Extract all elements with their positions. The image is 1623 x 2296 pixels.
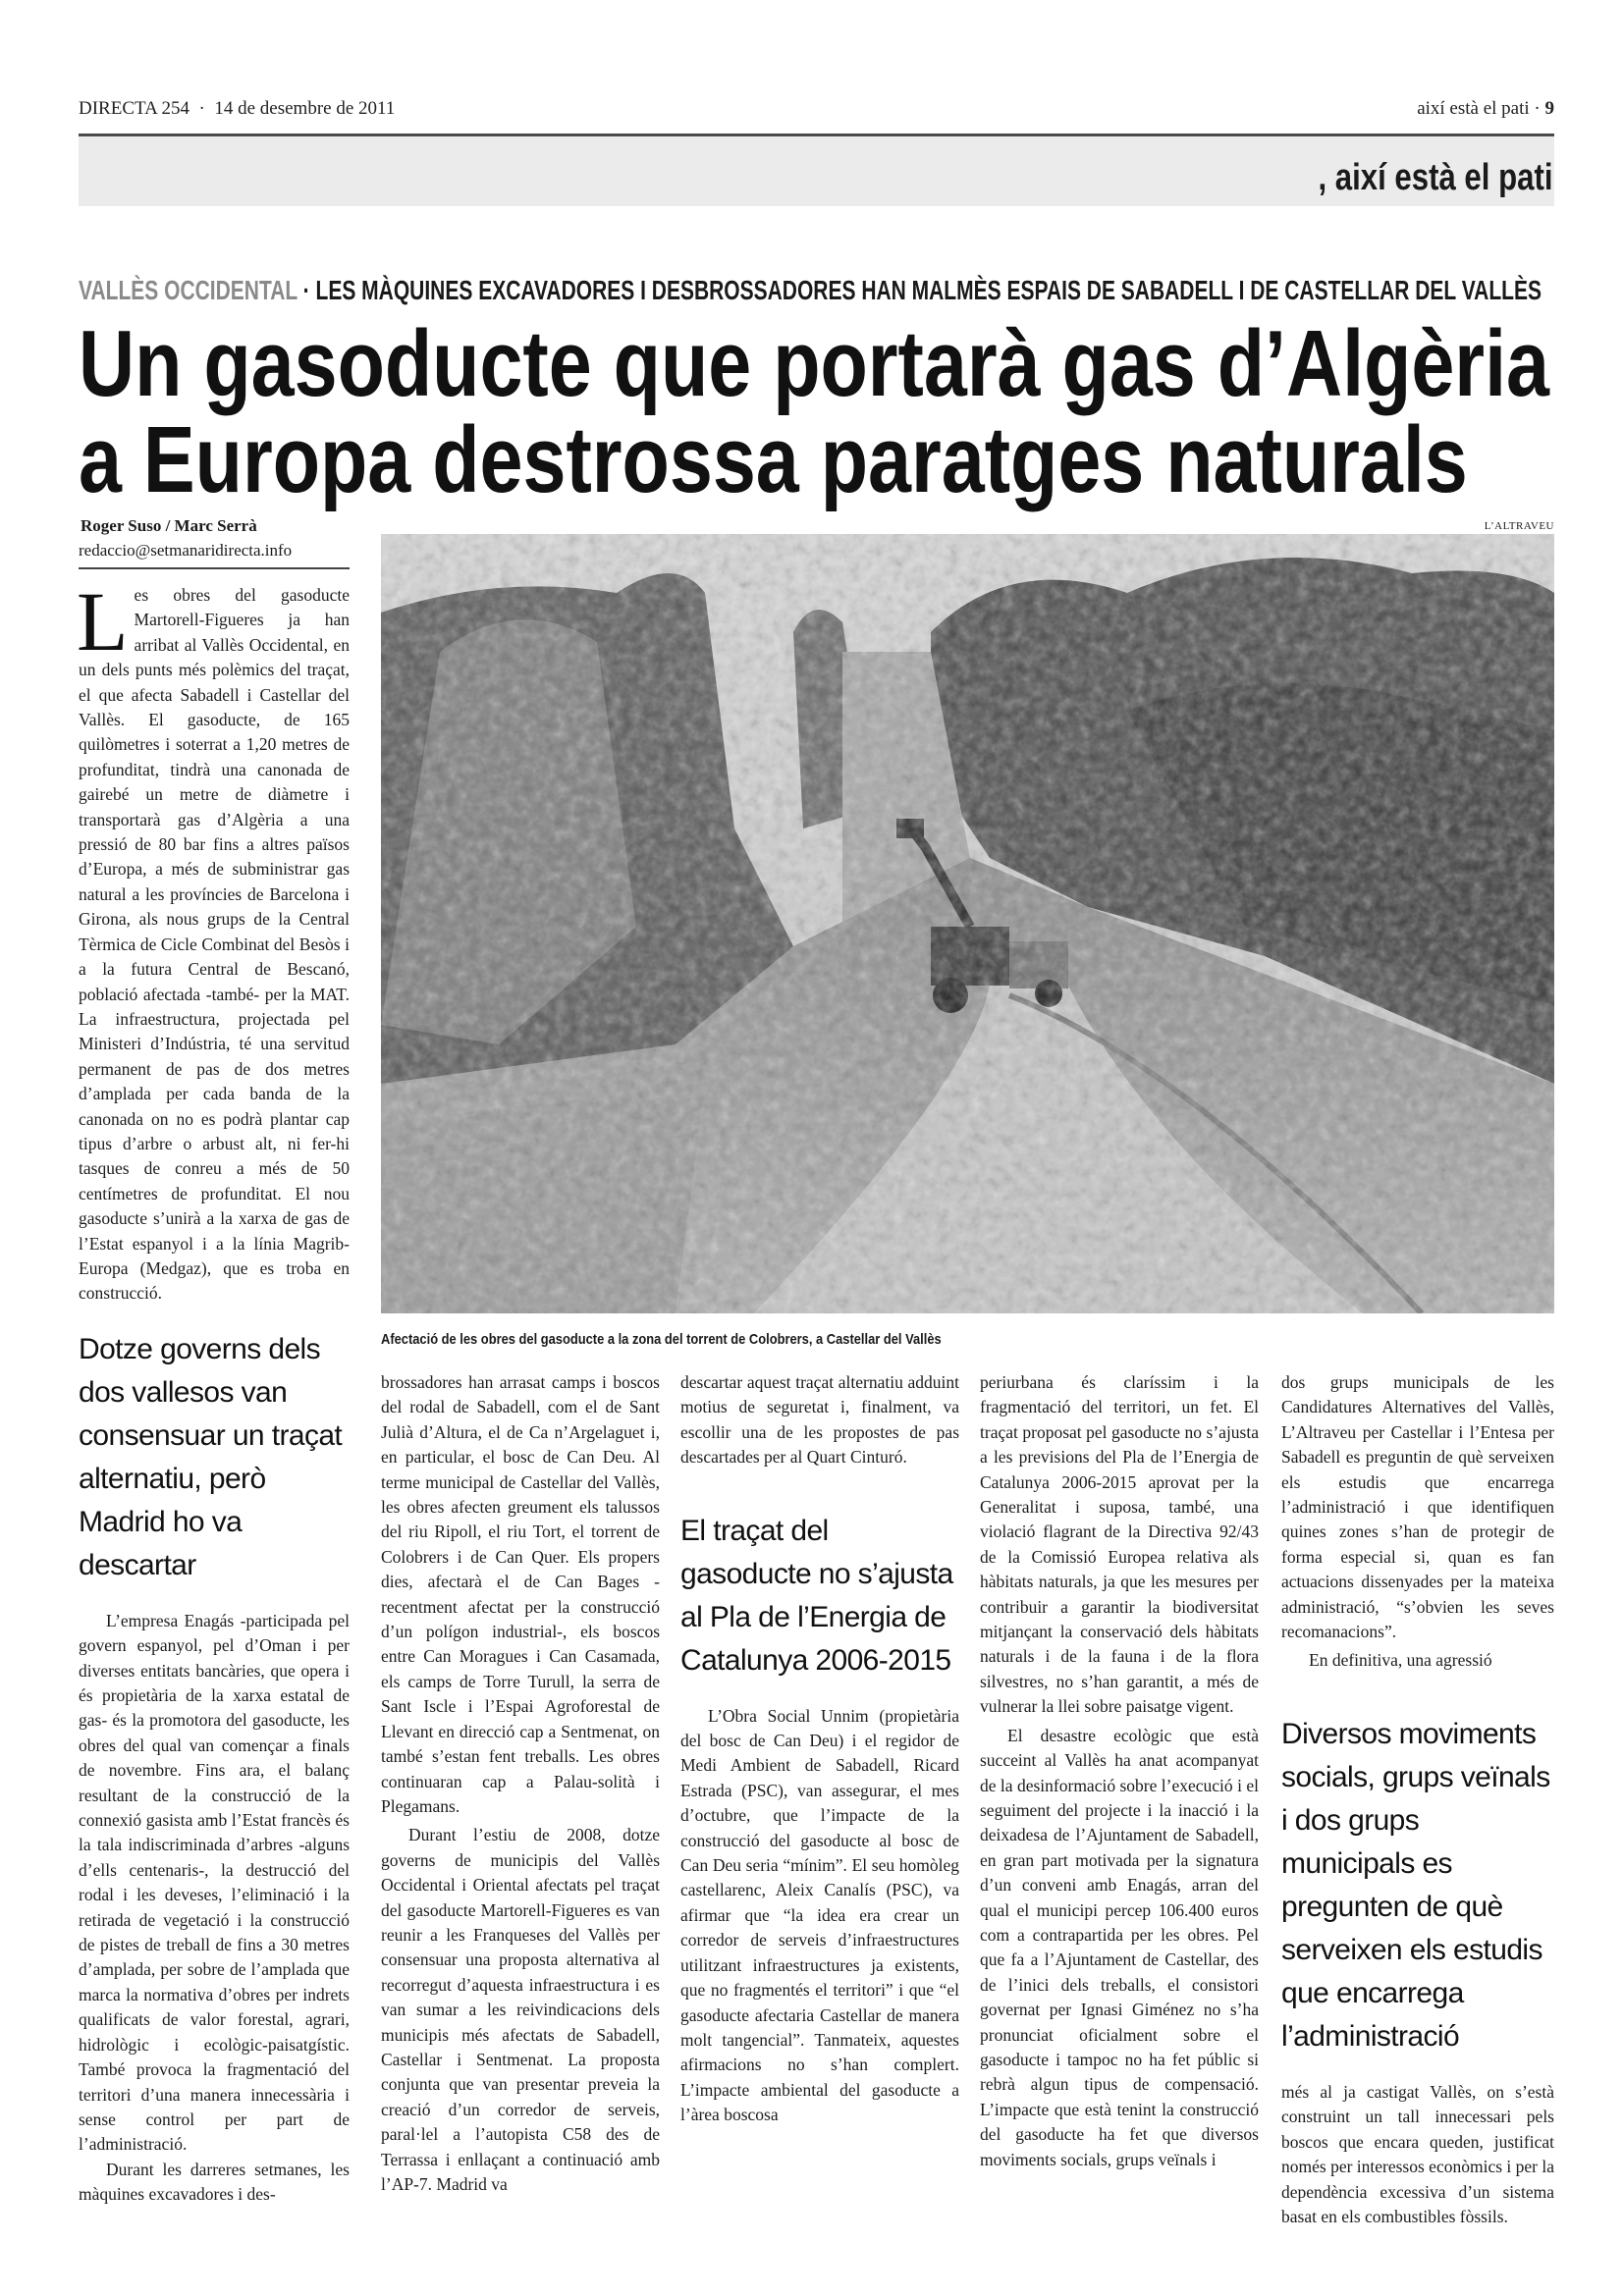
column-2-body: [381, 1370, 660, 2197]
column-4-body: [980, 1370, 1259, 2172]
folio-right: [1417, 98, 1554, 120]
kicker-region: VALLÈS OCCIDENTAL: [79, 275, 298, 305]
column-5-top: [1281, 1370, 1554, 1674]
column-1-body: [79, 1609, 350, 2208]
column-5-body: [1281, 2080, 1554, 2229]
forest-clearing-photo: [381, 534, 1554, 1313]
kicker-line: [79, 275, 1542, 306]
column-3-body: [680, 1704, 959, 2128]
page-number: 9: [1544, 98, 1554, 119]
paragraph: més al ja castigat Vallès, on s’està construint un tall innecessari pels boscos que encara queden, justificat només per interessos econòmics i per la dependència excessiva d’un sistema basat en els combustibles fòssils.: [1281, 2081, 1554, 2226]
photo-credit: L’ALTRAVEU: [1484, 520, 1554, 532]
paragraph: En definitiva, una agressió: [1309, 1650, 1492, 1671]
paragraph: El desastre ecològic que està succeint al Vallès ha anat acompanyat de la desinformació sobre l’execució i el seguiment del projecte i la inacció i la deixadesa de l’Ajuntament de Sabadell, en gran part motivada per la signatura d’un conveni amb Enagás, arran del qual el municipi percep 106.400 euros com a contrapartida per les obres. Pel que fa a l’Ajuntament de Castellar, des de l’inici dels treballs, el consistori governat per Ignasi Giménez no s’ha pronunciat oficialment sobre el gasoducte i tampoc no ha fet públic si rebrà algun tipus de compensació. L’impacte que està tenint la construcció del gasoducte ha fet que diversos moviments socials, grups veïnals i: [980, 1725, 1259, 2169]
kicker-text: · LES MÀQUINES EXCAVADORES I DESBROSSADORES HAN MALMÈS ESPAIS DE SABADELL I DE CASTELLAR DEL VALLÈS: [297, 275, 1542, 305]
paragraph: L’Obra Social Unnim (propietària del bosc de Can Deu) i el regidor de Medi Ambient de Sabadell, Ricard Estrada (PSC), van assegurar, el mes d’octubre, que l’impacte de la construcció del gasoducte al bosc de Can Deu seria “mínim”. El seu homòleg castellarenc, Aleix Canalís (PSC), va afirmar que “la idea era crear un corredor de serveis d’infraestructures utilitzant infraestructures ja existents, que no fragmentés el territori” i que “el gasoducte afectaria Castellar de manera molt tangencial”. Tanmateix, aquestes afirmacions no s’han complert. L’impacte ambiental del gasoducte a l’àrea boscosa: [680, 1705, 959, 2125]
column-1: [77, 574, 350, 2208]
column-4: [980, 1370, 1259, 2172]
paragraph: L’empresa Enagás -participada pel govern espanyol, pel d’Oman i per diverses entitats bancàries, que opera i és propietària de la xarxa estatal de gas- és la promotora del gasoducte, les obres del qual van començar a finals de novembre. Fins ara, el balanç resultant de la construcció de la connexió gasista amb l’Estat francès és la tala indiscriminada d’arbres -alguns d’ells centenaris-, la destrucció del rodal i les deveses, l’eliminació i la retirada de vegetació i la construcció de pistes de treball de fins a 30 metres d’amplada, per sobre de l’amplada que marca la normativa d’obres per indrets qualificats de valor forestal, agrari, hidrològic i ecològic-paisatgístic. També provoca la fragmentació del territori d’una manera innecessària i sense control per part de l’administració.: [79, 1610, 350, 2155]
author-email[interactable]: redaccio@setmanaridirecta.info: [79, 541, 293, 560]
paragraph: Durant les darreres setmanes, les màquines excavadores i des-: [79, 2159, 350, 2205]
intro-paragraph: es obres del gasoducte Martorell-Figueres ja han arribat al Vallès Occidental, en un dels punts més polèmics del traçat, el que afecta Sabadell i Castellar del Vallès. El gasoducte, de 165 quilòmetres i soterrat a 1,20 metres de profunditat, tindrà una canonada de gairebé un metre de diàmetre i transportarà gas d’Algèria a una pressió de 80 bar fins a altres països d’Europa, a més de subministrar gas natural a les províncies de Barcelona i Girona, als nous grups de la Central Tèrmica de Cicle Combinat del Besòs i a la futura Central de Bescanó, població afectada -també- per la MAT. La infraestructura, projectada pel Ministeri d’Indústria, té una servitud permanent de pas de dos metres d’amplada per cada banda de la canonada on no es podrà plantar cap tipus d’arbre o arbust alt, ni fer-hi tasques de conreu a més de 50 centímetres de profunditat. El nou gasoducte s’unirà a la xarxa de gas de l’Estat espanyol i a la línia Magrib-Europa (Medgaz), que es troba en construcció.: [79, 585, 350, 1304]
issue-date: 14 de desembre de 2011: [214, 98, 396, 119]
column-2: [381, 1370, 660, 2197]
publication-issue: DIRECTA 254: [79, 98, 190, 119]
byline-rule: [79, 567, 350, 569]
column-3-top: [680, 1370, 959, 1470]
paragraph: Durant l’estiu de 2008, dotze governs de municipis del Vallès Occidental i Oriental afectats pel traçat del gasoducte Martorell-Figueres es van reunir a les Franqueses del Vallès per consensuar una proposta alternativa al recorregut d’aquesta infraestructura i es van sumar a les reivindicacions dels municipis més afectats de Sabadell, Castellar i Sentmenat. La proposta conjunta que van presentar preveia la creació d’un corredor de serveis, paral·lel a l’autopista C58 des de Terrassa i enllaçant a continuació amb l’AP-7. Madrid va: [381, 1825, 660, 2194]
photo-caption: [381, 1331, 1554, 1349]
subhead-3: Diversos moviments socials, grups veïnals i dos grups municipals es pregunten de què serveixen els estudis que encarrega l’administració: [1281, 1717, 1550, 2053]
article-intro: [77, 574, 350, 1307]
kicker: [79, 275, 1551, 306]
paragraph: dos grups municipals de les Candidatures Alternatives del Vallès, L’Altraveu per Castellar i l’Entesa per Sabadell es preguntin de què serveixen els estudis que encarrega l’administració i que identifiquen quines zones s’han de protegir de forma especial si, quan es fan actuacions dissenyades per la mateixa administració, “s’obvien les seves recomanacions”.: [1281, 1372, 1554, 1642]
headline-line-2: a Europa destrossa paratges naturals: [79, 407, 1468, 512]
column-5: [1281, 1370, 1554, 2229]
folio-left: [79, 98, 395, 120]
folio-separator: ·: [1534, 98, 1541, 119]
photo-caption-text: Afectació de les obres del gasoducte a la zona del torrent de Colobrers, a Castellar del Vallès: [381, 1331, 942, 1348]
article-photo: [381, 534, 1554, 1313]
column-3: [680, 1370, 959, 2128]
folio-separator: ·: [198, 98, 205, 119]
folio-section: així està el pati: [1417, 98, 1530, 119]
headline-line-1: Un gasoducte que portarà gas d’Algèria: [79, 311, 1549, 416]
headline: [79, 311, 1551, 512]
paragraph: brossadores han arrasat camps i boscos del rodal de Sabadell, com el de Sant Julià d’Altura, el de Ca n’Argelaguet i, en particular, el bosc de Can Deu. Al terme municipal de Castellar del Vallès, les obres afecten greument els talussos del riu Ripoll, el riu Tort, el torrent de Colobrers i de Can Quer. Els propers dies, afectarà el de Can Bages -recentment afectat per la construcció d’un polígon industrial-, els boscos entre Can Moragues i Can Casamada, els camps de Torre Turull, la serra de Sant Iscle i l’Espai Agroforestal de Llevant en direcció cap a Sentmenat, on també s’estan fent treballs. Les obres continuaran cap a Palau-solità i Plegamans.: [381, 1372, 660, 1816]
drop-cap: L: [77, 574, 129, 668]
byline: Roger Suso / Marc Serrà: [81, 516, 257, 535]
paragraph: periurbana és claríssim i la fragmentació del territori, un fet. El traçat proposat pel gasoducte no s’ajusta a les previsions del Pla de l’Energia de Catalunya 2006-2015 aprovat per la Generalitat i suposa, també, una violació flagrant de la Directiva 92/43 de la Comissió Europea relativa als hàbitats naturals, ja que les mesures per contribuir a garantir la biodiversitat mitjançant la conservació dels hàbitats naturals i de la fauna i de la flora silvestres, no s’han garantit, a més de vulnerar la llei sobre paisatge vigent.: [980, 1372, 1259, 1717]
paragraph: descartar aquest traçat alternatiu adduint motius de seguretat i, finalment, va escollir una de les propostes de pas descartades per al Quart Cinturó.: [680, 1372, 959, 1468]
subhead-1: Dotze governs dels dos vallesos van consensuar un traçat alternatiu, però Madrid ho va descartar: [79, 1332, 343, 1581]
subhead-2: El traçat del gasoducte no s’ajusta al Pla de l’Energia de Catalunya 2006-2015: [680, 1514, 953, 1677]
section-title: , així està el pati: [1317, 157, 1552, 198]
